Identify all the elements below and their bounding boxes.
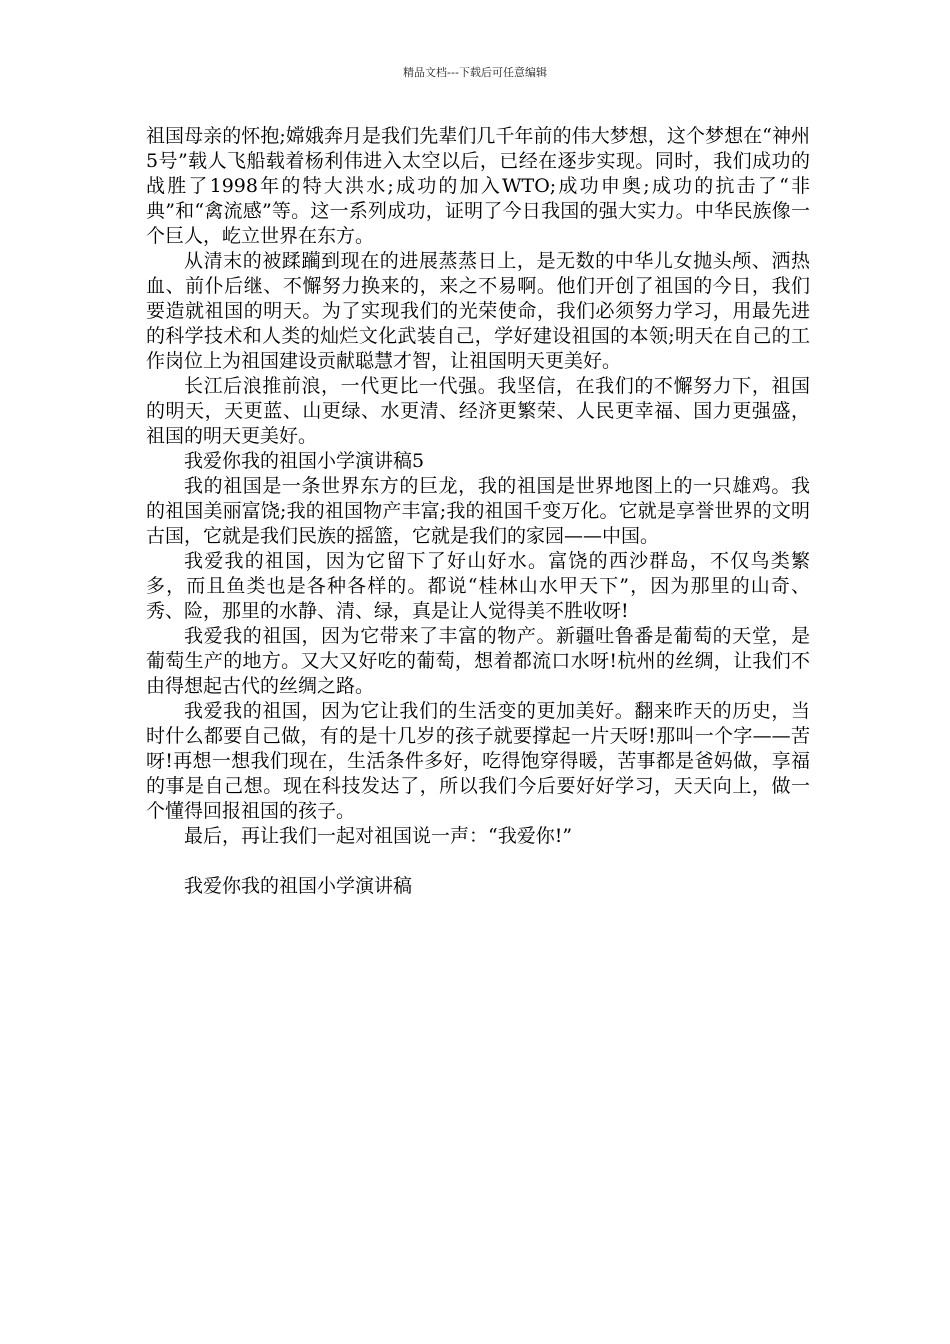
paragraph-6: 我爱我的祖国，因为它带来了丰富的物产。新疆吐鲁番是葡萄的天堂，是葡萄生产的地方。又大又好吃的葡萄，想着都流口水呀!杭州的丝绸，让我们不由得想起古代的丝绸之路。 bbox=[146, 625, 810, 697]
document-body bbox=[146, 124, 810, 899]
paragraph-4: 我的祖国是一条世界东方的巨龙，我的祖国是世界地图上的一只雄鸡。我的祖国美丽富饶;我的祖国物产丰富;我的祖国千变万化。它就是享誉世界的文明古国，它就是我们民族的摇篮，它就是我们的家园——中国。 bbox=[146, 475, 810, 547]
section-title-5: 我爱你我的祖国小学演讲稿5 bbox=[184, 450, 425, 472]
paragraph-5: 我爱我的祖国，因为它留下了好山好水。富饶的西沙群岛，不仅鸟类繁多，而且鱼类也是各种各样的。都说“桂林山水甲天下”，因为那里的山奇、秀、险，那里的水静、清、绿，真是让人觉得美不胜收呀! bbox=[146, 550, 810, 622]
section-title: 我爱你我的祖国小学演讲稿 bbox=[184, 875, 413, 897]
paragraph-7: 我爱我的祖国，因为它让我们的生活变的更加美好。翻来昨天的历史，当时什么都要自己做，有的是十几岁的孩子就要撑起一片天呀!那叫一个字——苦呀!再想一想我们现在，生活条件多好，吃得饱穿得暖，苦事都是爸妈做，享福的事是自己想。现在科技发达了，所以我们今后要好好学习，天天向上，做一个懂得回报祖国的孩子。 bbox=[146, 700, 810, 822]
paragraph-2: 从清末的被蹂躏到现在的进展蒸蒸日上，是无数的中华儿女抛头颅、洒热血、前仆后继、不懈努力换来的，来之不易啊。他们开创了祖国的今日，我们要造就祖国的明天。为了实现我们的光荣使命，我们必须努力学习，用最先进的科学技术和人类的灿烂文化武装自己，学好建设祖国的本领;明天在自己的工作岗位上为祖国建设贡献聪慧才智，让祖国明天更美好。 bbox=[146, 250, 810, 372]
paragraph-1: 祖国母亲的怀抱;嫦娥奔月是我们先辈们几千年前的伟大梦想，这个梦想在“神州5号”载人飞船载着杨利伟进入太空以后，已经在逐步实现。同时，我们成功的战胜了1998年的特大洪水;成功的加入WTO;成功申奥;成功的抗击了“非典”和“禽流感”等。这一系列成功，证明了今日我国的强大实力。中华民族像一个巨人，屹立世界在东方。 bbox=[146, 125, 810, 247]
page-header: 精品文档---下载后可任意编辑 bbox=[403, 66, 547, 79]
blank-line bbox=[146, 849, 810, 874]
paragraph-3: 长江后浪推前浪，一代更比一代强。我坚信，在我们的不懈努力下，祖国的明天，天更蓝、山更绿、水更清、经济更繁荣、人民更幸福、国力更强盛，祖国的明天更美好。 bbox=[146, 375, 810, 447]
paragraph-8: 最后，再让我们一起对祖国说一声：“我爱你!” bbox=[184, 825, 573, 847]
